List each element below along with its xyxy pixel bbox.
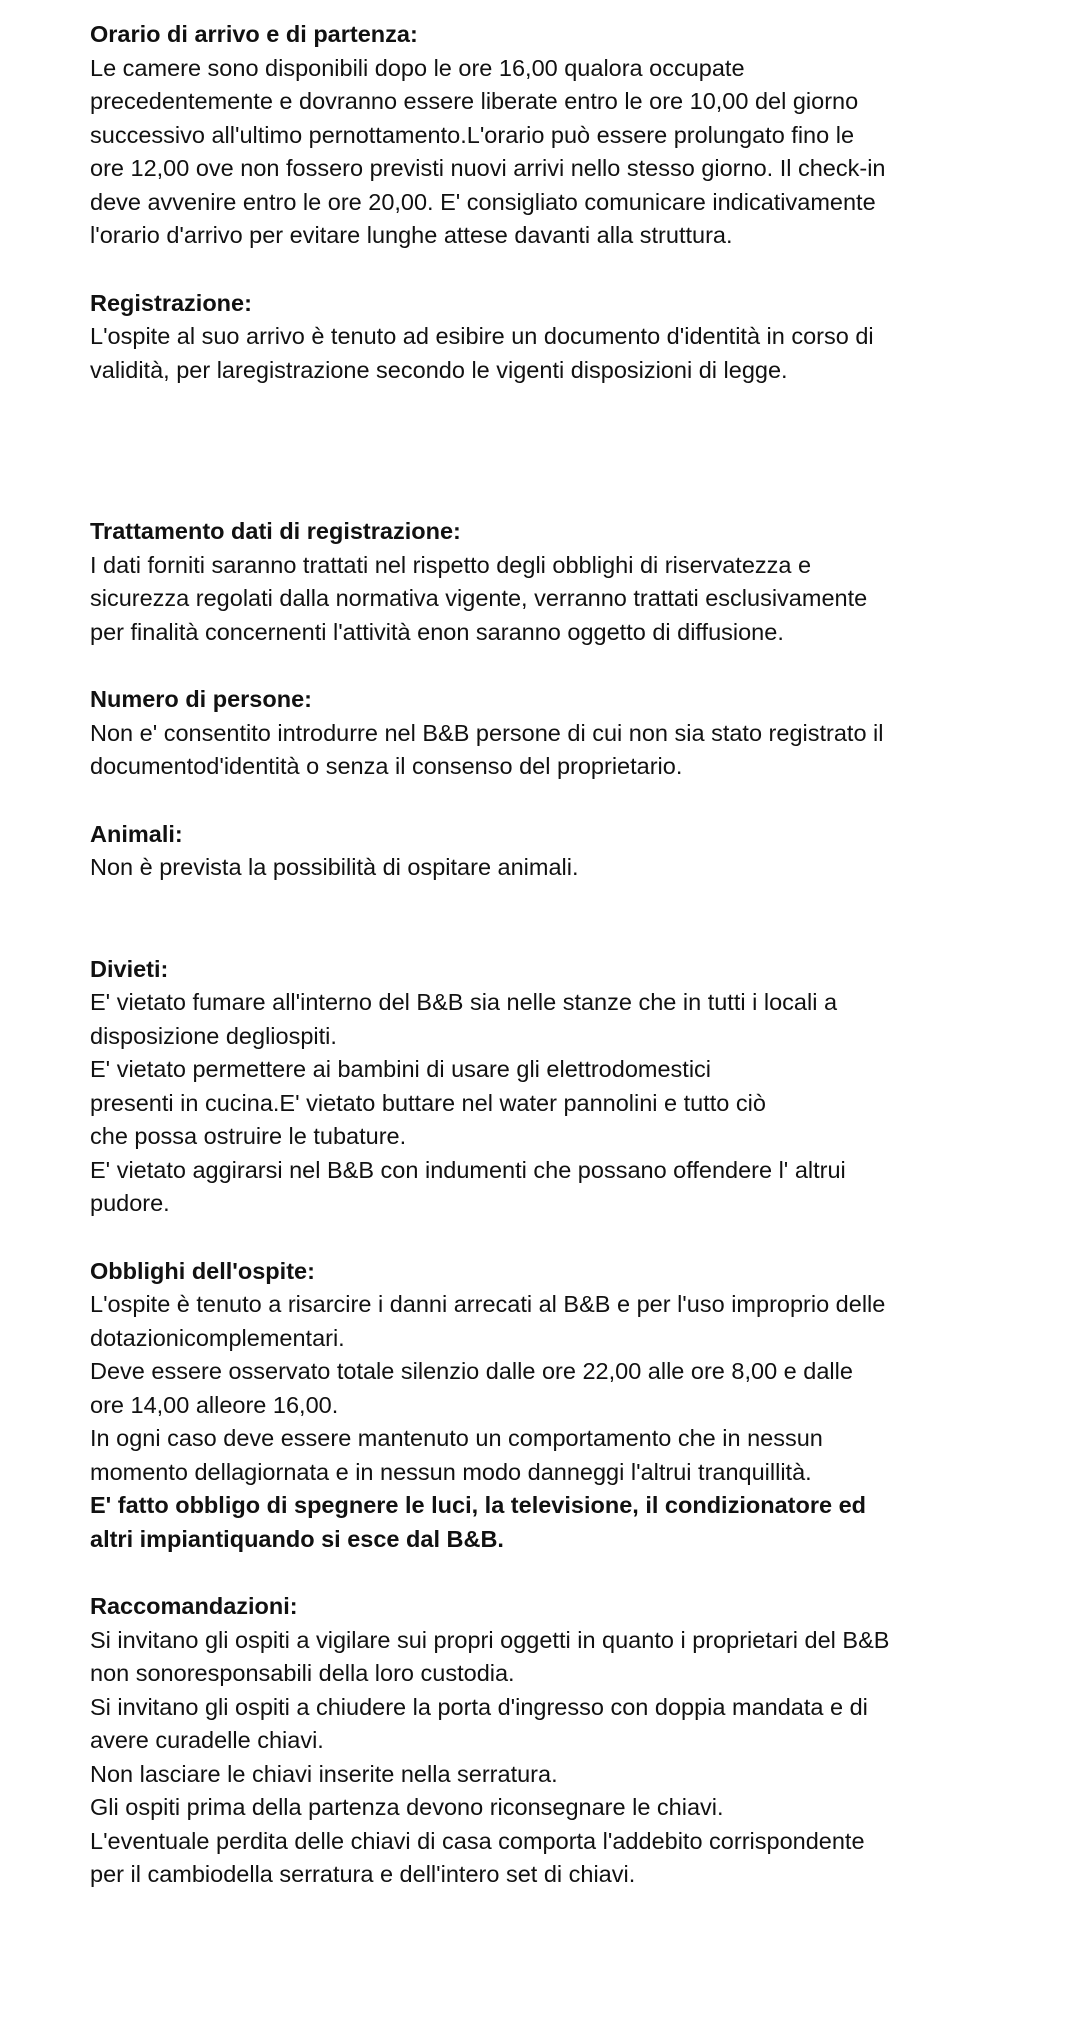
section-paragraph: Le camere sono disponibili dopo le ore 16,00 qualora occupate precedentemente e dovranno essere liberate entro le ore 10,00 del giorno successivo all'ultimo pernottamento.L'orario può essere prolungato fino le ore 12,00 ove non fossero previsti nuovi arrivi nello stesso giorno. Il check-in deve avvenire entro le ore 20,00. E' consigliato comunicare indicativamente l'orario d'arrivo per evitare lunghe attese davanti alla struttura. bbox=[90, 54, 886, 248]
section-paragraph: E' vietato permettere ai bambini di usare gli elettrodomestici presenti in cucina.E' vietato buttare nel water pannolini e tutto ciò che possa ostruire le tubature. bbox=[90, 1056, 766, 1149]
section-prohibitions bbox=[90, 953, 1065, 1221]
section-paragraph: Non e' consentito introdurre nel B&B persone di cui non sia stato registrato il documentod'identità o senza il consenso del proprietario. bbox=[90, 719, 884, 779]
section-heading: Numero di persone: bbox=[90, 686, 312, 712]
section-paragraph: Si invitano gli ospiti a chiudere la porta d'ingresso con doppia mandata e di avere curadelle chiavi. bbox=[90, 1693, 868, 1753]
section-paragraph: Non lasciare le chiavi inserite nella serratura. bbox=[90, 1760, 558, 1787]
section-paragraph: Non è prevista la possibilità di ospitare animali. bbox=[90, 854, 579, 880]
section-paragraph: L'ospite è tenuto a risarcire i danni arrecati al B&B e per l'uso improprio delle dotazionicomplementari. bbox=[90, 1291, 886, 1351]
section-paragraph: In ogni caso deve essere mantenuto un comportamento che in nessun momento dellagiornata e in nessun modo danneggi l'altrui tranquillità. bbox=[90, 1425, 823, 1485]
section-emphasis-paragraph: E' fatto obbligo di spegnere le luci, la televisione, il condizionatore ed altri impiantiquando si esce dal B&B. bbox=[90, 1492, 866, 1552]
section-paragraph: Gli ospiti prima della partenza devono riconsegnare le chiavi. bbox=[90, 1794, 724, 1820]
section-paragraph: E' vietato fumare all'interno del B&B sia nelle stanze che in tutti i locali a disposizione degliospiti. bbox=[90, 989, 838, 1049]
section-animals bbox=[90, 818, 1065, 885]
section-data-processing bbox=[90, 515, 1065, 649]
section-arrival-departure bbox=[90, 18, 1065, 253]
section-guest-obligations bbox=[90, 1255, 1065, 1557]
section-heading: Raccomandazioni: bbox=[90, 1593, 298, 1619]
section-number-of-people bbox=[90, 683, 1065, 784]
section-heading: Obblighi dell'ospite: bbox=[90, 1257, 315, 1284]
section-heading: Trattamento dati di registrazione: bbox=[90, 518, 461, 544]
section-heading: Animali: bbox=[90, 820, 183, 847]
section-heading: Orario di arrivo e di partenza: bbox=[90, 21, 418, 47]
section-paragraph: E' vietato aggirarsi nel B&B con indumenti che possano offendere l' altrui pudore. bbox=[90, 1156, 846, 1216]
section-registration bbox=[90, 287, 1065, 388]
section-paragraph: L'eventuale perdita delle chiavi di casa comporta l'addebito corrispondente per il cambiodella serratura e dell'intero set di chiavi. bbox=[90, 1827, 865, 1887]
section-paragraph: Si invitano gli ospiti a vigilare sui propri oggetti in quanto i proprietari del B&B non sonoresponsabili della loro custodia. bbox=[90, 1626, 890, 1686]
section-paragraph: L'ospite al suo arrivo è tenuto ad esibire un documento d'identità in corso di validità, per laregistrazione secondo le vigenti disposizioni di legge. bbox=[90, 323, 874, 383]
house-rules-document bbox=[90, 18, 1065, 1892]
section-recommendations bbox=[90, 1590, 1065, 1892]
section-heading: Registrazione: bbox=[90, 289, 252, 316]
section-paragraph: Deve essere osservato totale silenzio dalle ore 22,00 alle ore 8,00 e dalle ore 14,00 alleore 16,00. bbox=[90, 1358, 853, 1418]
section-paragraph: I dati forniti saranno trattati nel rispetto degli obblighi di riservatezza e sicurezza regolati dalla normativa vigente, verranno trattati esclusivamente per finalità concernenti l'attività enon saranno oggetto di diffusione. bbox=[90, 551, 868, 645]
section-heading: Divieti: bbox=[90, 955, 169, 982]
